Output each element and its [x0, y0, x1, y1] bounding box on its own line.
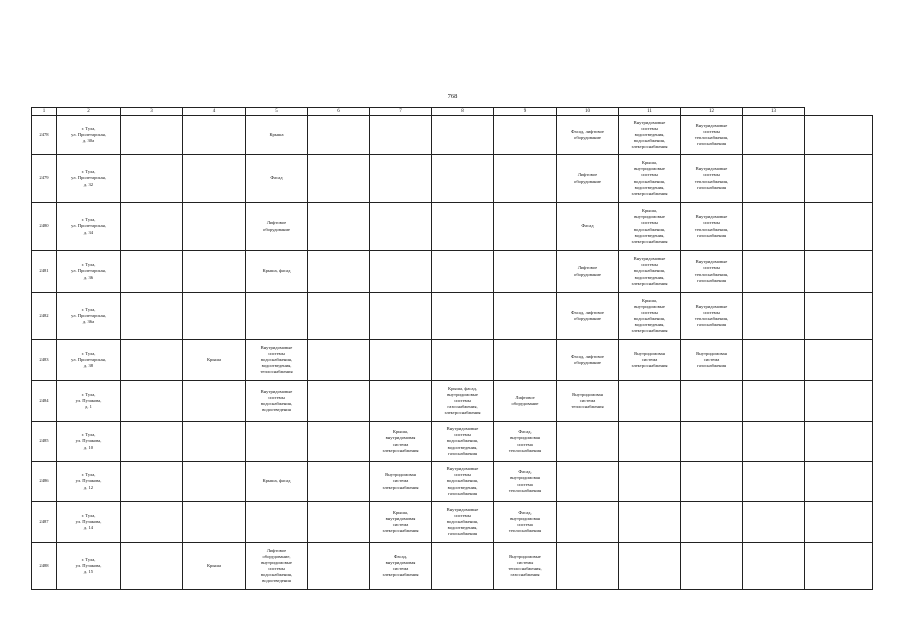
work-cell	[432, 381, 494, 422]
address-text: г. Тула, ул. Пролетарская, д. 38	[71, 350, 106, 369]
work-cell	[619, 203, 681, 251]
work-cell	[805, 422, 873, 462]
address-text: г. Тула, ул. Пузакова, д. 1	[75, 391, 102, 410]
work-cell	[681, 462, 743, 502]
work-text: Лифтовое оборудование	[263, 220, 290, 232]
work-cell	[308, 422, 370, 462]
work-text: Крыша, фасад, внутридомовые системы газоснабжения, электроснабжения	[444, 385, 481, 416]
address-text: г. Тула, ул. Пролетарская, д. 36а	[71, 306, 106, 325]
repair-schedule-table	[31, 107, 873, 590]
row-number-cell: 2479	[32, 155, 57, 203]
work-cell	[619, 502, 681, 543]
column-number-cell: 3	[121, 108, 183, 116]
work-cell	[805, 251, 873, 293]
work-cell	[494, 381, 557, 422]
address-cell	[57, 203, 121, 251]
work-cell	[308, 116, 370, 155]
work-cell	[246, 293, 308, 340]
work-cell	[743, 340, 805, 381]
work-cell	[743, 155, 805, 203]
work-cell	[805, 462, 873, 502]
work-text: Внутридомовые системы теплоснабжения, газоснабжения	[694, 122, 729, 147]
column-number-cell: 12	[681, 108, 743, 116]
work-cell	[183, 543, 246, 590]
row-number-cell: 2487	[32, 502, 57, 543]
column-number-cell: 11	[619, 108, 681, 116]
work-text: Внутридомовая система газоснабжения	[696, 350, 727, 369]
work-cell	[805, 502, 873, 543]
work-cell	[370, 251, 432, 293]
work-cell	[557, 462, 619, 502]
work-text: Фасад, лифтовое оборудование	[571, 353, 604, 365]
work-cell	[432, 462, 494, 502]
work-cell	[681, 155, 743, 203]
work-text: Лифтовое оборудование	[511, 394, 539, 406]
column-number-cell: 9	[494, 108, 557, 116]
work-cell	[121, 155, 183, 203]
work-text: Фасад, лифтовое оборудование	[571, 309, 604, 321]
work-cell	[246, 502, 308, 543]
work-text: Внутридомовые системы водоснабжения, водоотведения, теплоснабжения	[260, 344, 293, 375]
work-cell	[743, 293, 805, 340]
work-cell	[805, 155, 873, 203]
work-text: Внутридомовые системы водоснабжения, водоотведения	[260, 388, 293, 413]
work-cell	[494, 543, 557, 590]
work-cell	[494, 155, 557, 203]
work-cell	[557, 251, 619, 293]
work-cell	[743, 543, 805, 590]
work-cell	[681, 251, 743, 293]
work-cell	[183, 422, 246, 462]
work-cell	[432, 251, 494, 293]
work-cell	[494, 340, 557, 381]
work-text: Фасад	[270, 175, 283, 181]
work-text: Крыша, внутридомовые системы водоснабжения, водоотведения, электроснабжения	[631, 208, 668, 244]
work-text: Внутридомовая система электроснабжения	[382, 472, 419, 490]
work-cell	[246, 543, 308, 590]
work-text: Внутридомовые системы теплоснабжения, газоснабжения	[694, 303, 729, 328]
work-cell	[681, 293, 743, 340]
work-text: Внутридомовые системы водоснабжения, водоотведения, газоснабжения	[446, 506, 479, 537]
work-cell	[743, 116, 805, 155]
work-cell	[743, 203, 805, 251]
work-cell	[557, 116, 619, 155]
row-number-cell: 2485	[32, 422, 57, 462]
work-cell	[557, 502, 619, 543]
work-cell	[805, 340, 873, 381]
work-cell	[370, 543, 432, 590]
work-cell	[370, 293, 432, 340]
work-cell	[308, 381, 370, 422]
work-cell	[121, 462, 183, 502]
column-number-cell: 13	[743, 108, 805, 116]
work-text: Фасад, внутридомовая система электроснабжения	[382, 553, 419, 578]
work-cell	[557, 155, 619, 203]
row-number-cell: 2486	[32, 462, 57, 502]
address-text: г. Тула, ул. Пузакова, д. 14	[75, 512, 102, 531]
table-row	[32, 155, 873, 203]
work-cell	[183, 293, 246, 340]
page-number: 768	[447, 93, 458, 100]
row-number-cell: 2482	[32, 293, 57, 340]
table-row	[32, 116, 873, 155]
address-text: г. Тула, ул. Пузакова, д. 15	[75, 556, 102, 575]
work-cell	[743, 381, 805, 422]
address-text: г. Тула, ул. Пузакова, д. 12	[75, 472, 102, 490]
work-cell	[681, 203, 743, 251]
row-number-cell: 2481	[32, 251, 57, 293]
work-cell	[619, 422, 681, 462]
work-cell	[681, 340, 743, 381]
work-cell	[494, 422, 557, 462]
work-text: Внутридомовые системы водоснабжения, водоотведения, газоснабжения	[446, 466, 479, 496]
work-cell	[246, 462, 308, 502]
table-row	[32, 293, 873, 340]
row-number-cell: 2480	[32, 203, 57, 251]
address-cell	[57, 422, 121, 462]
work-cell	[619, 462, 681, 502]
column-number-cell: 8	[432, 108, 494, 116]
work-cell	[743, 462, 805, 502]
work-cell	[805, 203, 873, 251]
work-cell	[557, 293, 619, 340]
work-cell	[121, 340, 183, 381]
work-text: Крыша	[206, 562, 222, 568]
work-cell	[743, 502, 805, 543]
work-cell	[370, 340, 432, 381]
work-cell	[308, 543, 370, 590]
table-row	[32, 422, 873, 462]
work-cell	[432, 543, 494, 590]
work-cell	[308, 155, 370, 203]
work-text: Внутридомовые системы теплоснабжения, газоснабжения	[694, 166, 729, 190]
work-cell	[308, 251, 370, 293]
column-number-cell: 5	[246, 108, 308, 116]
work-text: Крыша, внутридомовые системы водоснабжения, водоотведения, электроснабжения	[631, 160, 668, 196]
work-text: Лифтовое оборудование	[574, 265, 601, 277]
work-cell	[370, 381, 432, 422]
work-text: Крыша, внутридомовые системы водоснабжения, водоотведения, электроснабжения	[631, 297, 668, 334]
table-row	[32, 543, 873, 590]
column-number-cell: 4	[183, 108, 246, 116]
work-cell	[121, 203, 183, 251]
work-cell	[246, 381, 308, 422]
work-cell	[370, 422, 432, 462]
work-cell	[183, 462, 246, 502]
work-cell	[743, 251, 805, 293]
address-cell	[57, 155, 121, 203]
address-cell	[57, 543, 121, 590]
address-cell	[57, 462, 121, 502]
work-cell	[681, 422, 743, 462]
work-cell	[805, 381, 873, 422]
column-number-cell: 6	[308, 108, 370, 116]
work-text: Внутридомовые системы водоснабжения, водоотведения, газоснабжения	[446, 426, 479, 456]
work-cell	[805, 293, 873, 340]
work-cell	[246, 251, 308, 293]
work-cell	[432, 340, 494, 381]
work-text: Фасад	[581, 223, 594, 229]
work-text: Внутридомовые системы теплоснабжения, газоснабжения	[694, 214, 729, 238]
work-cell	[121, 422, 183, 462]
work-cell	[619, 155, 681, 203]
work-cell	[619, 340, 681, 381]
work-text: Внутридомовая система теплоснабжения	[571, 391, 604, 410]
address-cell	[57, 381, 121, 422]
work-text: Лифтовое оборудование, внутридомовые системы водоснабжения, водоотведения	[260, 547, 293, 584]
address-text: г. Тула, ул. Пузакова, д. 10	[75, 432, 102, 450]
row-number-cell: 2488	[32, 543, 57, 590]
work-cell	[619, 293, 681, 340]
work-cell	[370, 116, 432, 155]
work-cell	[246, 340, 308, 381]
work-cell	[494, 462, 557, 502]
table-row	[32, 462, 873, 502]
work-cell	[183, 340, 246, 381]
work-cell	[619, 251, 681, 293]
work-cell	[308, 293, 370, 340]
table-row	[32, 502, 873, 543]
work-cell	[557, 422, 619, 462]
work-cell	[494, 116, 557, 155]
work-cell	[681, 381, 743, 422]
work-cell	[681, 116, 743, 155]
work-cell	[370, 502, 432, 543]
work-cell	[183, 251, 246, 293]
address-text: г. Тула, ул. Пролетарская, д. 36	[71, 262, 106, 280]
work-cell	[370, 203, 432, 251]
work-cell	[308, 340, 370, 381]
table-row	[32, 203, 873, 251]
work-cell	[183, 155, 246, 203]
work-cell	[432, 155, 494, 203]
column-number-cell: 2	[57, 108, 121, 116]
address-cell	[57, 293, 121, 340]
work-text: Внутридомовая система электроснабжения	[631, 350, 668, 369]
work-cell	[183, 116, 246, 155]
address-cell	[57, 116, 121, 155]
work-cell	[183, 203, 246, 251]
row-number-cell: 2478	[32, 116, 57, 155]
work-cell	[121, 381, 183, 422]
work-cell	[121, 251, 183, 293]
column-number-cell: 1	[32, 108, 57, 116]
work-text: Внутридомовые системы водоснабжения, водоотведения, электроснабжения	[631, 256, 668, 286]
work-cell	[805, 543, 873, 590]
column-number-cell: 10	[557, 108, 619, 116]
work-text: Фасад, лифтовое оборудование	[571, 128, 604, 140]
work-cell	[246, 422, 308, 462]
work-cell	[183, 502, 246, 543]
work-text: Фасад, внутридомовая система теплоснабжения	[508, 429, 542, 453]
work-text: Внутридомовые системы водоотведения, водоснабжения, электроснабжения	[631, 119, 668, 150]
column-number-row	[32, 108, 873, 116]
work-cell	[432, 422, 494, 462]
work-text: Крыша	[269, 131, 284, 137]
work-cell	[370, 155, 432, 203]
work-cell	[370, 462, 432, 502]
work-text: Внутридомовые системы теплоснабжения, газоснабжения	[694, 259, 729, 283]
work-cell	[805, 116, 873, 155]
address-text: г. Тула, ул. Пролетарская, д. 34	[71, 217, 106, 235]
work-cell	[121, 293, 183, 340]
work-text: Крыша	[206, 356, 222, 362]
work-cell	[246, 155, 308, 203]
work-cell	[494, 293, 557, 340]
work-cell	[557, 203, 619, 251]
work-cell	[432, 293, 494, 340]
address-text: г. Тула, ул. Пролетарская, д. 32	[71, 169, 106, 187]
work-cell	[432, 116, 494, 155]
work-cell	[681, 502, 743, 543]
table-row	[32, 381, 873, 422]
work-text: Лифтовое оборудование	[574, 172, 601, 184]
work-cell	[494, 203, 557, 251]
address-text: г. Тула, ул. Пролетарская, д. 30а	[71, 125, 106, 144]
work-cell	[308, 502, 370, 543]
table-row	[32, 251, 873, 293]
work-cell	[494, 251, 557, 293]
row-number-cell: 2483	[32, 340, 57, 381]
row-number-cell: 2484	[32, 381, 57, 422]
work-cell	[432, 203, 494, 251]
work-cell	[743, 422, 805, 462]
work-cell	[619, 543, 681, 590]
address-cell	[57, 502, 121, 543]
work-cell	[619, 381, 681, 422]
work-cell	[121, 116, 183, 155]
address-cell	[57, 340, 121, 381]
work-text: Крыша, фасад	[262, 268, 291, 274]
work-text: Крыша, фасад	[262, 478, 291, 484]
work-cell	[308, 462, 370, 502]
table-row	[32, 340, 873, 381]
work-cell	[121, 543, 183, 590]
work-cell	[681, 543, 743, 590]
work-text: Крыша, внутридомовая система электроснабжения	[382, 429, 419, 453]
work-cell	[246, 116, 308, 155]
work-text: Фасад, внутридомовая система теплоснабжения	[508, 469, 542, 493]
address-cell	[57, 251, 121, 293]
column-number-cell: 7	[370, 108, 432, 116]
work-text: Крыша, внутридомовая система электроснабжения	[382, 509, 419, 534]
work-cell	[619, 116, 681, 155]
work-cell	[557, 340, 619, 381]
work-cell	[494, 502, 557, 543]
work-cell	[308, 203, 370, 251]
table-body	[32, 108, 873, 590]
work-text: Внутридомовые системы теплоснабжения, газоснабжения	[508, 553, 542, 578]
work-cell	[183, 381, 246, 422]
work-cell	[557, 543, 619, 590]
work-cell	[121, 502, 183, 543]
work-text: Фасад, внутридомовая система теплоснабжения	[508, 509, 542, 534]
work-cell	[557, 381, 619, 422]
work-cell	[246, 203, 308, 251]
work-cell	[432, 502, 494, 543]
